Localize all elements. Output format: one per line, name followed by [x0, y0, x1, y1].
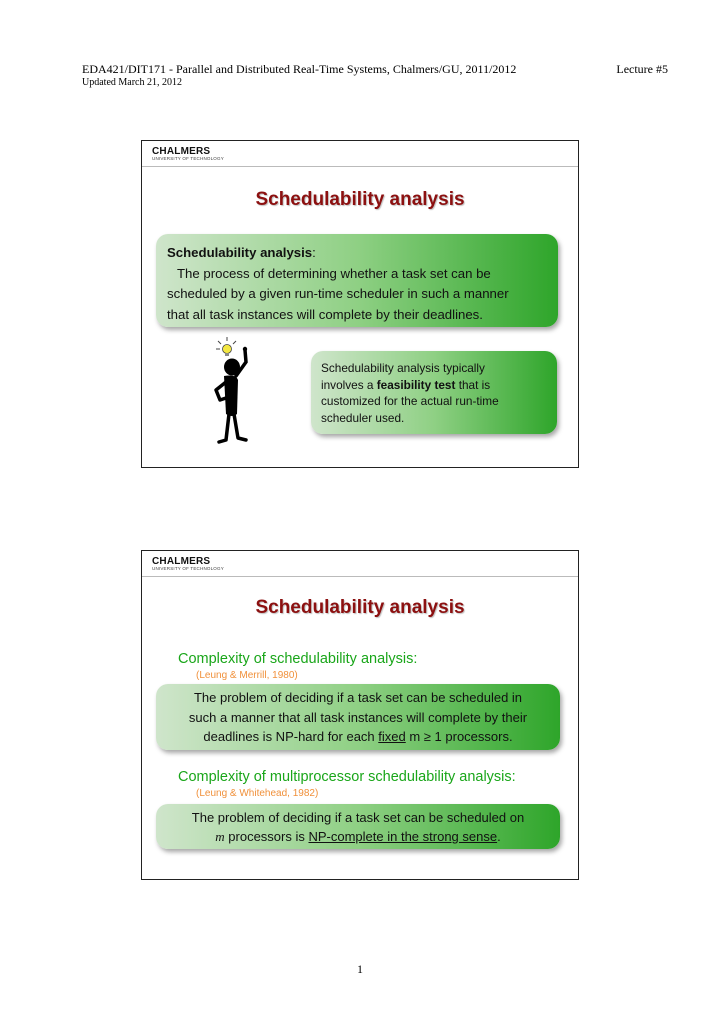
logo-name: CHALMERS [152, 556, 211, 567]
logo-subtitle: UNIVERSITY OF TECHNOLOGY [152, 156, 224, 161]
np-hard-line-3: deadlines is NP-hard for each fixed m ≥ 1 processors. [203, 729, 513, 744]
citation-leung-whitehead: (Leung & Whitehead, 1982) [196, 788, 319, 799]
course-header: EDA421/DIT171 - Parallel and Distributed Real-Time Systems, Chalmers/GU, 2011/2012 [82, 62, 517, 76]
np-hard-line-1: The problem of deciding if a task set can be scheduled in [193, 690, 523, 705]
np-complete-line-1: The problem of deciding if a task set can be scheduled on [191, 810, 525, 825]
multiprocessor-subheading: Complexity of multiprocessor schedulability analysis: [178, 769, 516, 785]
lecture-number: Lecture #5 [616, 62, 668, 76]
np-hard-line-2: such a manner that all task instances will complete by their [188, 709, 528, 725]
definition-line-3: that all task instances will complete by their deadlines. [167, 306, 483, 322]
updated-date: Updated March 21, 2012 [82, 77, 182, 88]
header-divider [142, 166, 578, 167]
citation-leung-merrill: (Leung & Merrill, 1980) [196, 670, 298, 681]
definition-term: Schedulability analysis [167, 245, 313, 260]
slide-2 [141, 550, 579, 880]
slide-title: Schedulability analysis [255, 597, 465, 618]
feasibility-line-1: Schedulability analysis typically [321, 361, 485, 375]
logo-name: CHALMERS [152, 146, 211, 157]
feasibility-test-term: feasibility test [376, 377, 456, 392]
page-number: 1 [357, 962, 363, 976]
chalmers-logo [152, 556, 224, 571]
chalmers-logo [152, 146, 224, 161]
slide-title: Schedulability analysis [255, 189, 465, 210]
slide-1 [141, 140, 579, 468]
feasibility-line-2: involves a feasibility test that is [321, 377, 491, 392]
definition-line-1: The process of determining whether a task set can be [177, 265, 491, 281]
definition-box: Schedulability analysis: The process of determining whether a task set can be scheduled by a given run-time scheduler in such a manner that all task instances will complete by their deadlines. [156, 234, 558, 327]
feasibility-line-4: scheduler used. [321, 410, 405, 425]
np-complete-line-2: m processors is NP-complete in the strong sense. [215, 829, 501, 844]
feasibility-line-3: customized for the actual run-time [321, 394, 499, 408]
thinking-person-icon [202, 332, 262, 452]
feasibility-box [311, 351, 557, 434]
header-divider [142, 576, 578, 577]
np-complete-box [156, 804, 560, 849]
np-hard-box [156, 684, 560, 750]
definition-line-2: scheduled by a given run-time scheduler in such a manner [167, 286, 509, 301]
complexity-subheading: Complexity of schedulability analysis: [178, 651, 418, 667]
logo-subtitle: UNIVERSITY OF TECHNOLOGY [152, 566, 224, 571]
